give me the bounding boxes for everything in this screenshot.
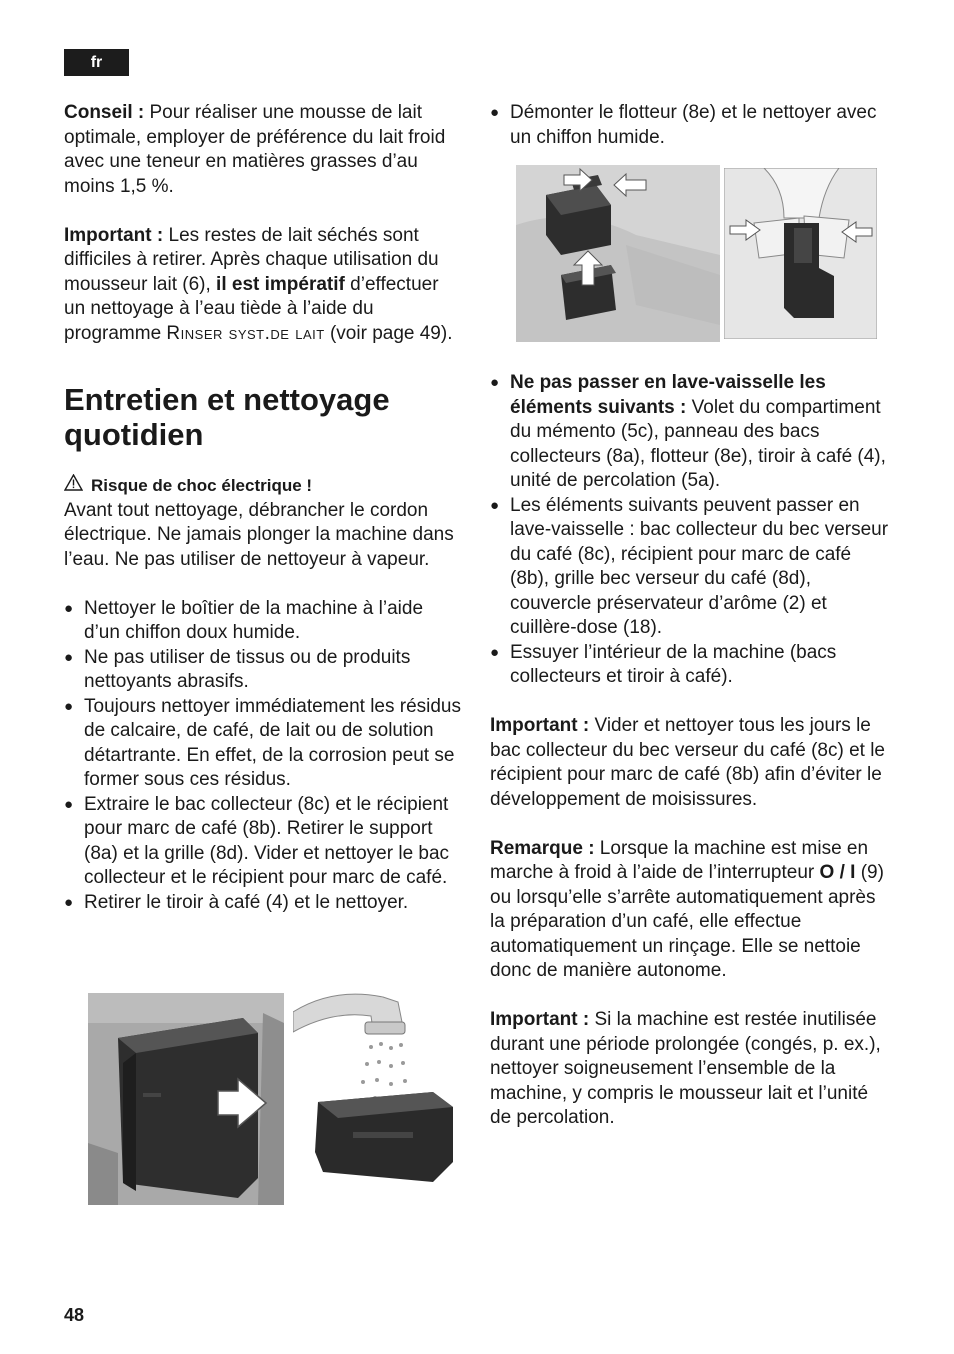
list-item: ● Extraire le bac collecteur (8c) et le récipient pour marc de café (8b). Retirer le support (8a) et la grille (8d). Vider et nettoyer le bac collecteur et le récipient pour marc de café. — [64, 793, 450, 888]
bullet-dot-icon: ● — [490, 496, 500, 514]
bullet-dot-icon: ● — [64, 893, 74, 911]
left-column — [64, 101, 464, 915]
list-item: ● Retirer le tiroir à café (4) et le nettoyer. — [64, 891, 464, 916]
important-text-b: d’effectuer un nettoyage à l’eau tiède à l’aide du programme — [64, 273, 439, 344]
conseil-label: Conseil : — [64, 102, 145, 123]
bullet-dot-icon: ● — [64, 697, 74, 715]
important-text-a: Les restes de lait séchés sont difficiles à retirer. Après chaque utilisation du mousseur lait (6), — [64, 224, 439, 295]
bullet-dot-icon: ● — [490, 374, 500, 391]
program-name: Rinser syst.de lait — [166, 322, 325, 344]
important-bold: il est impératif — [216, 273, 345, 295]
language-badge: fr — [64, 49, 129, 76]
right-top-bullet — [490, 101, 890, 150]
bullet-dot-icon: ● — [64, 648, 74, 666]
conseil-text: Pour réaliser une mousse de lait optimale, employer de préférence du lait froid avec une teneur en matières grasses d’au moins 1,5 %. — [64, 102, 446, 197]
float-hands-image — [724, 168, 877, 339]
bullet-dot-icon: ● — [64, 599, 74, 617]
important-paragraph-2: Important : Vider et nettoyer tous les jours le bac collecteur du bec verseur du café (8c) et le récipient pour marc de café (8b) afin d’éviter le développement de moisissures. — [490, 715, 885, 810]
coffee-drawer-removal-image — [88, 993, 284, 1205]
list-item: ● Ne pas utiliser de tissus ou de produits nettoyants abrasifs. — [64, 646, 411, 692]
conseil-paragraph — [64, 101, 464, 199]
right-bullet-list — [490, 371, 890, 690]
list-item: ● Les éléments suivants peuvent passer en lave-vaisselle : bac collecteur du bec verseur du café (8c), récipient pour marc de café (8b), grille bec verseur du café (8d), couvercle préservateur d’arôme (2) et cuillère-dose (18). — [490, 494, 889, 638]
important-label: Important : — [64, 224, 164, 246]
list-item: ● Essuyer l’intérieur de la machine (bacs collecteurs et tiroir à café). — [490, 641, 837, 687]
bullet-dot-icon: ● — [64, 795, 74, 813]
list-item: ● Démonter le flotteur (8e) et le nettoyer avec un chiffon humide. — [490, 102, 877, 148]
right-column-lower — [490, 371, 890, 1131]
page-number: 48 — [64, 1305, 85, 1325]
warning-title-row — [64, 474, 464, 499]
right-column — [490, 101, 890, 150]
important-paragraph-1 — [64, 224, 464, 347]
bullet-dot-icon: ● — [490, 643, 500, 661]
important-paragraph-3: Important : Si la machine est restée inutilisée durant une période prolongée (congés, p. ex.), nettoyer soigneusement l’ensemble de la machine, y compris le mousseur lait et l’unité de percolation. — [490, 1009, 881, 1128]
warning-title: Risque de choc électrique ! — [91, 476, 313, 495]
left-bullet-list — [64, 597, 464, 916]
remarque-paragraph: Remarque : Lorsque la machine est mise en marche à froid à l’aide de l’interrupteur O / I (9) ou lorsqu’elle s’arrête automatiquement après la préparation d’un café, elle effectue automatiquement un rinçage. Elle se nettoie donc de manière autonome. — [490, 837, 884, 981]
list-item: ● Toujours nettoyer immédiatement les résidus de calcaire, de café, de lait ou de solution détartrante. En effet, de la corrosion peut se former sous ces résidus. — [64, 695, 462, 790]
list-item: ● Nettoyer le boîtier de la machine à l’aide d’un chiffon doux humide. — [64, 597, 424, 643]
float-removal-image — [516, 165, 720, 342]
list-item: ● Ne pas passer en lave-vaisselle les éléments suivants : Volet du compartiment du mémento (5c), panneau des bacs collecteurs (8a), flotteur (8e), tiroir à café (4), unité de percolation (5a). — [490, 372, 886, 491]
switch-label: O / I — [819, 862, 856, 883]
coffee-drawer-rinsing-image — [293, 992, 459, 1198]
section-heading: Entretien et nettoyage quotidien — [64, 382, 390, 452]
important-text-c: (voir page 49). — [324, 322, 453, 344]
warning-triangle-icon — [64, 474, 83, 499]
warning-text: Avant tout nettoyage, débrancher le cordon électrique. Ne jamais plonger la machine dans l’eau. Ne pas utiliser de nettoyeur à vapeur. — [64, 499, 454, 570]
bullet-dot-icon: ● — [490, 104, 500, 121]
